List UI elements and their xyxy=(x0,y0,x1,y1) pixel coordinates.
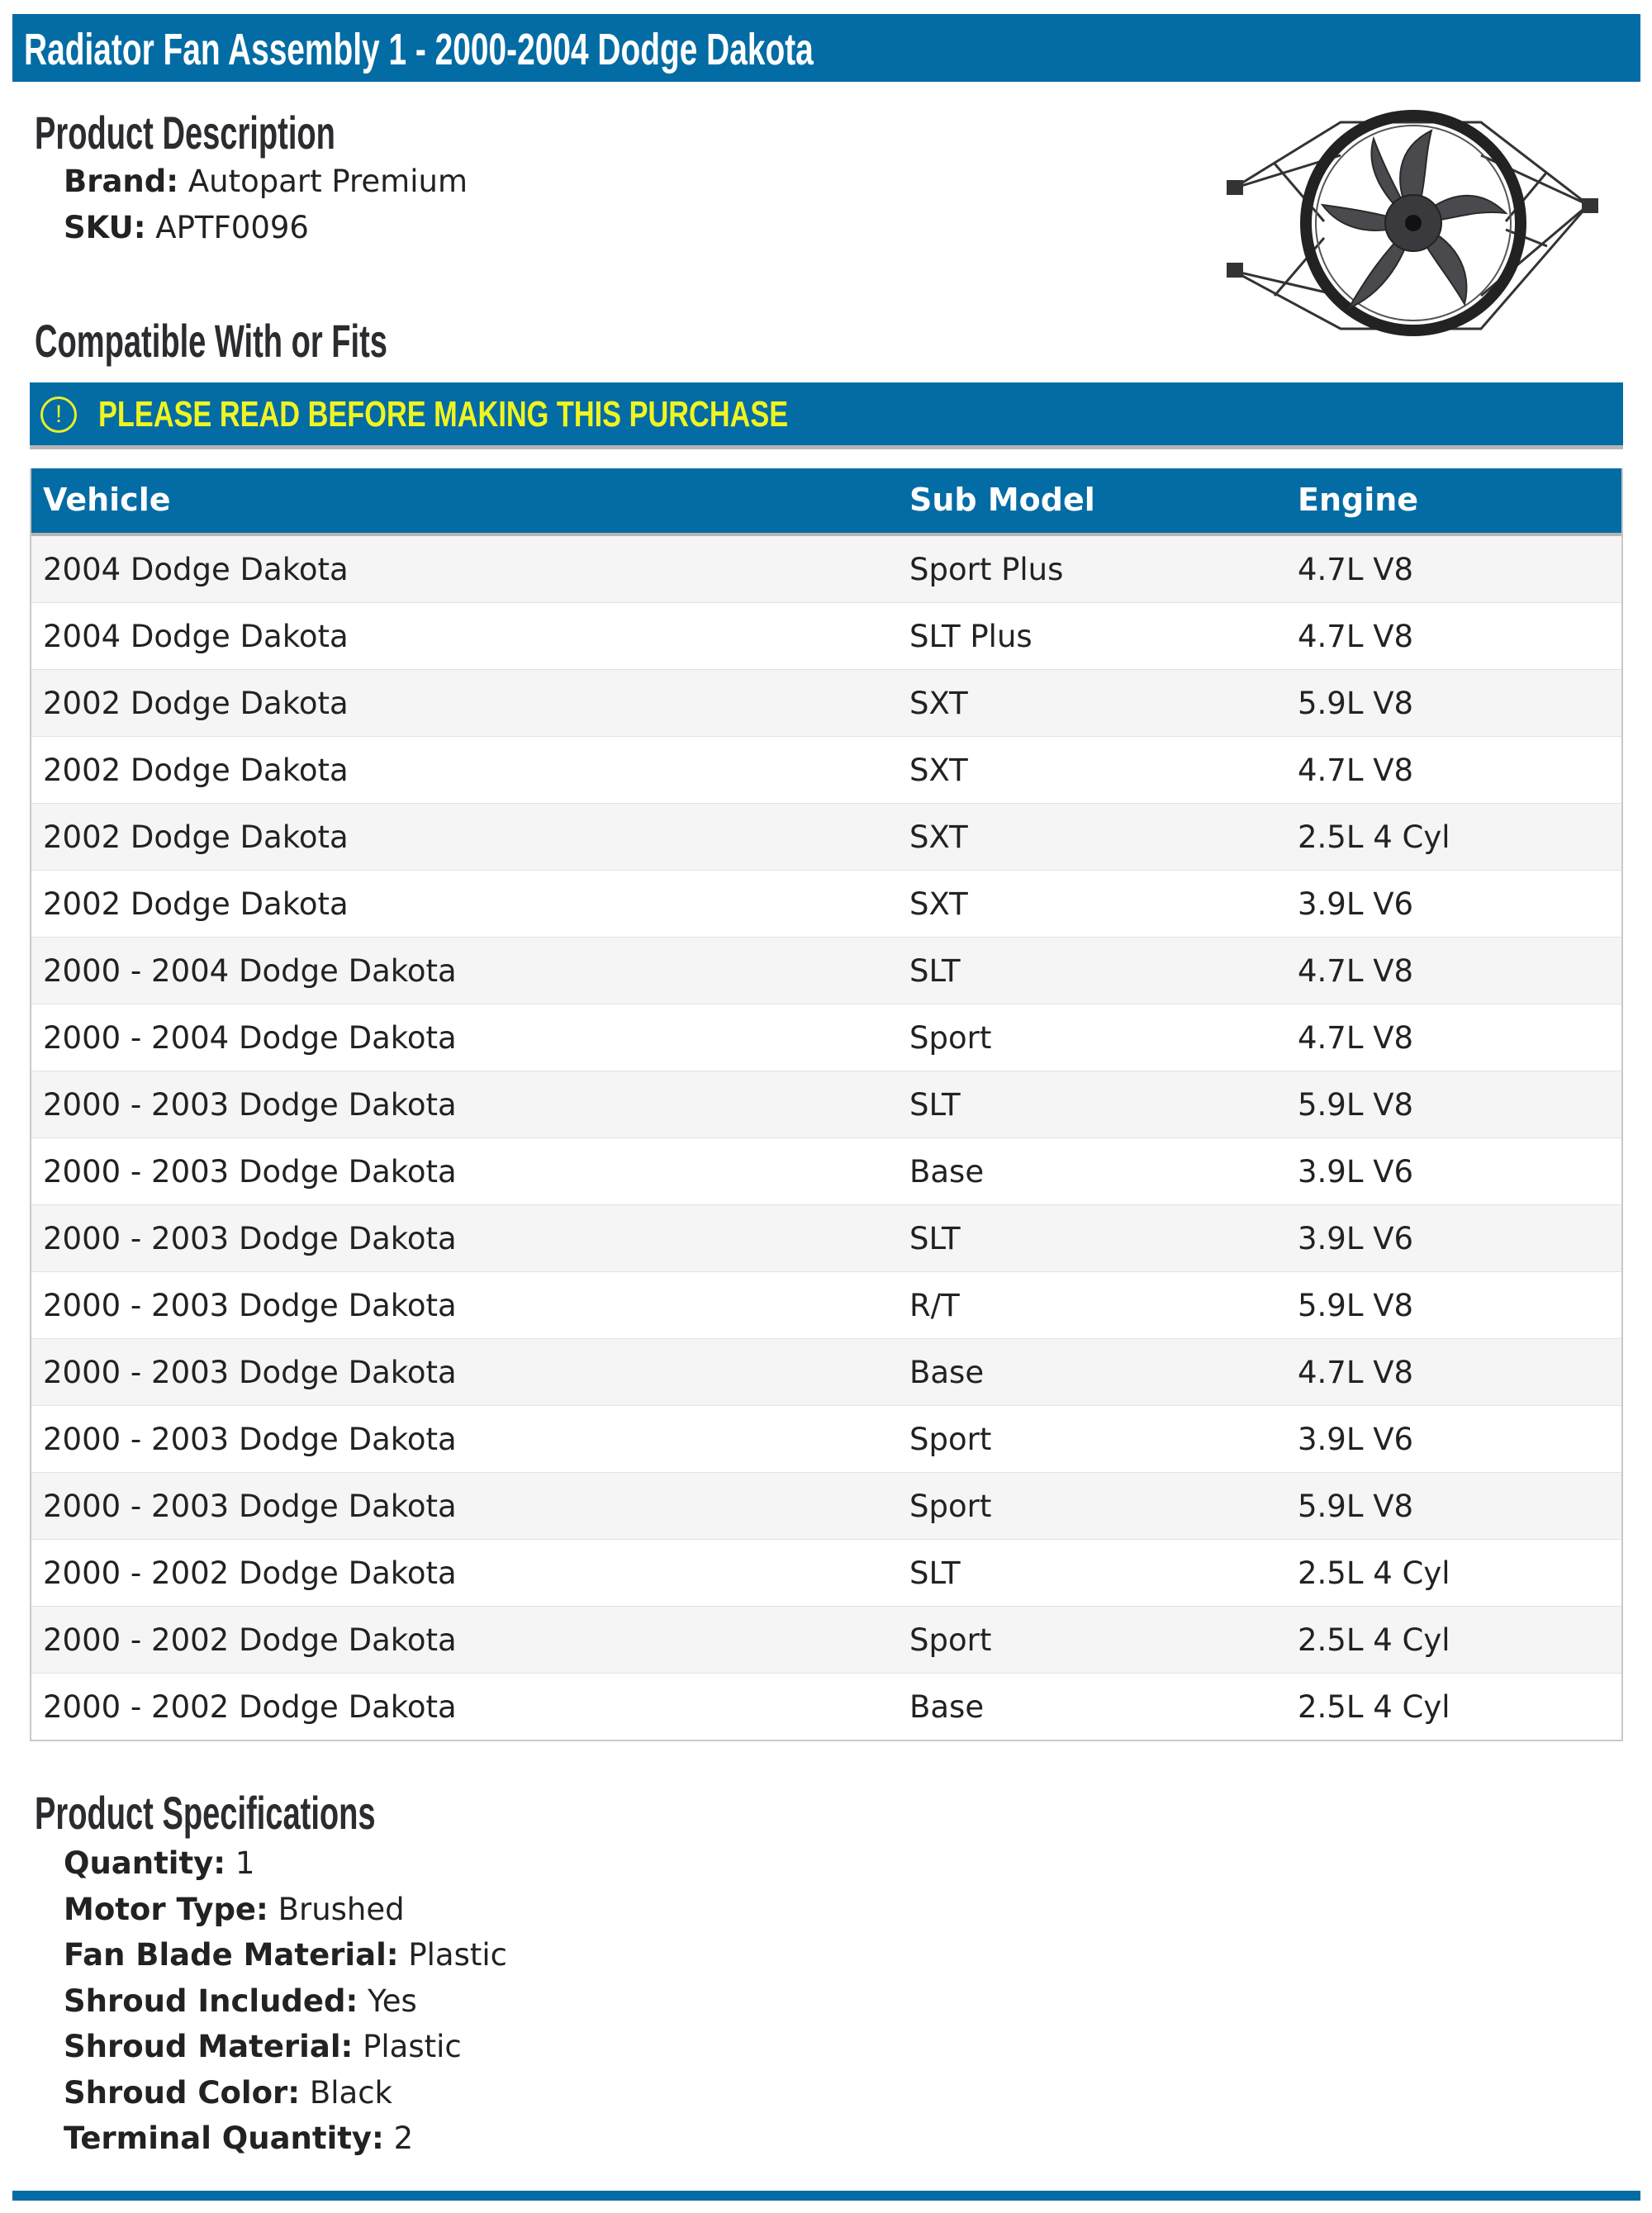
sku-line xyxy=(64,210,309,245)
cell-vehicle: 2000 - 2002 Dodge Dakota xyxy=(43,1622,457,1658)
cell-engine: 5.9L V8 xyxy=(1298,686,1414,721)
cell-vehicle: 2000 - 2003 Dodge Dakota xyxy=(43,1422,457,1457)
exclamation-circle-icon: ! xyxy=(40,397,77,433)
cell-sub-model: SXT xyxy=(909,686,968,721)
sku-label: SKU: xyxy=(64,210,146,245)
cell-vehicle: 2002 Dodge Dakota xyxy=(43,819,349,855)
table-row xyxy=(31,1004,1621,1071)
radiator-fan-product-image xyxy=(1225,106,1601,341)
table-row xyxy=(31,737,1621,804)
cell-sub-model: Sport xyxy=(909,1489,992,1524)
table-row xyxy=(31,603,1621,670)
cell-sub-model: SLT Plus xyxy=(909,619,1032,654)
cell-vehicle: 2000 - 2002 Dodge Dakota xyxy=(43,1555,457,1591)
table-row xyxy=(31,938,1621,1004)
table-row xyxy=(31,1205,1621,1272)
table-row xyxy=(31,1406,1621,1473)
spec-item xyxy=(64,1937,507,1973)
cell-sub-model: Sport xyxy=(909,1020,992,1056)
spec-item xyxy=(64,1845,254,1881)
cell-sub-model: R/T xyxy=(909,1288,960,1323)
table-row xyxy=(31,1674,1621,1740)
spec-item xyxy=(64,2029,462,2064)
cell-vehicle: 2000 - 2003 Dodge Dakota xyxy=(43,1154,457,1190)
brand-value: Autopart Premium xyxy=(188,164,468,199)
title-bar xyxy=(12,14,1640,82)
spec-label: Quantity: xyxy=(64,1845,226,1881)
spec-item xyxy=(64,1892,405,1927)
table-row xyxy=(31,1473,1621,1540)
cell-engine: 3.9L V6 xyxy=(1298,1221,1414,1256)
purchase-notice-banner[interactable] xyxy=(30,382,1623,449)
spec-item xyxy=(64,1983,417,2019)
spec-value: Yes xyxy=(368,1983,417,2019)
spec-value: Plastic xyxy=(408,1937,507,1973)
notice-text: PLEASE READ BEFORE MAKING THIS PURCHASE xyxy=(98,394,789,435)
cell-sub-model: SLT xyxy=(909,1555,961,1591)
table-body xyxy=(31,536,1621,1740)
table-row xyxy=(31,1071,1621,1138)
spec-label: Fan Blade Material: xyxy=(64,1937,399,1973)
spec-label: Shroud Included: xyxy=(64,1983,358,2019)
cell-vehicle: 2002 Dodge Dakota xyxy=(43,886,349,922)
table-row xyxy=(31,1138,1621,1205)
cell-vehicle: 2000 - 2004 Dodge Dakota xyxy=(43,1020,457,1056)
product-description-heading: Product Description xyxy=(35,107,335,159)
cell-sub-model: Base xyxy=(909,1154,985,1190)
cell-vehicle: 2004 Dodge Dakota xyxy=(43,619,349,654)
cell-vehicle: 2004 Dodge Dakota xyxy=(43,552,349,587)
cell-vehicle: 2000 - 2003 Dodge Dakota xyxy=(43,1288,457,1323)
page-title: Radiator Fan Assembly 1 - 2000-2004 Dodge Dakota xyxy=(24,25,814,74)
cell-vehicle: 2000 - 2003 Dodge Dakota xyxy=(43,1087,457,1123)
cell-engine: 5.9L V8 xyxy=(1298,1489,1414,1524)
header-sub-model: Sub Model xyxy=(909,482,1095,518)
cell-sub-model: Sport xyxy=(909,1622,992,1658)
cell-sub-model: SLT xyxy=(909,953,961,989)
cell-engine: 2.5L 4 Cyl xyxy=(1298,1622,1450,1658)
cell-sub-model: SXT xyxy=(909,819,968,855)
compatibility-table xyxy=(30,468,1623,1741)
cell-vehicle: 2000 - 2003 Dodge Dakota xyxy=(43,1221,457,1256)
cell-vehicle: 2000 - 2003 Dodge Dakota xyxy=(43,1489,457,1524)
cell-engine: 2.5L 4 Cyl xyxy=(1298,1555,1450,1591)
cell-sub-model: SLT xyxy=(909,1087,961,1123)
spec-value: Plastic xyxy=(363,2029,462,2064)
cell-engine: 3.9L V6 xyxy=(1298,1422,1414,1457)
cell-vehicle: 2002 Dodge Dakota xyxy=(43,686,349,721)
cell-engine: 4.7L V8 xyxy=(1298,552,1414,587)
brand-line xyxy=(64,164,468,199)
cell-sub-model: Sport xyxy=(909,1422,992,1457)
cell-sub-model: Sport Plus xyxy=(909,552,1064,587)
spec-label: Shroud Color: xyxy=(64,2074,301,2111)
spec-label: Shroud Material: xyxy=(64,2029,354,2064)
table-row xyxy=(31,1540,1621,1607)
spec-item xyxy=(64,2075,392,2111)
table-row xyxy=(31,536,1621,603)
cell-engine: 4.7L V8 xyxy=(1298,753,1414,788)
cell-engine: 2.5L 4 Cyl xyxy=(1298,1689,1450,1725)
compatible-heading: Compatible With or Fits xyxy=(35,315,387,367)
sku-value: APTF0096 xyxy=(155,210,309,245)
cell-engine: 4.7L V8 xyxy=(1298,953,1414,989)
cell-engine: 4.7L V8 xyxy=(1298,619,1414,654)
table-row xyxy=(31,670,1621,737)
cell-sub-model: Base xyxy=(909,1355,985,1390)
cell-engine: 3.9L V6 xyxy=(1298,886,1414,922)
table-row xyxy=(31,871,1621,938)
spec-label: Motor Type: xyxy=(64,1891,268,1927)
table-header xyxy=(31,468,1621,536)
cell-vehicle: 2000 - 2004 Dodge Dakota xyxy=(43,953,457,989)
brand-label: Brand: xyxy=(64,164,179,199)
table-row xyxy=(31,804,1621,871)
table-row xyxy=(31,1607,1621,1674)
cell-sub-model: SXT xyxy=(909,753,968,788)
cell-engine: 5.9L V8 xyxy=(1298,1288,1414,1323)
table-row xyxy=(31,1339,1621,1406)
spec-value: 1 xyxy=(235,1845,255,1881)
spec-item xyxy=(64,2120,413,2156)
cell-sub-model: Base xyxy=(909,1689,985,1725)
header-engine: Engine xyxy=(1298,482,1419,518)
cell-engine: 3.9L V6 xyxy=(1298,1154,1414,1190)
spec-value: Black xyxy=(309,2074,392,2111)
spec-label: Terminal Quantity: xyxy=(64,2120,384,2156)
cell-sub-model: SLT xyxy=(909,1221,961,1256)
cell-sub-model: SXT xyxy=(909,886,968,922)
cell-vehicle: 2000 - 2003 Dodge Dakota xyxy=(43,1355,457,1390)
spec-value: Brushed xyxy=(278,1891,405,1927)
cell-engine: 4.7L V8 xyxy=(1298,1020,1414,1056)
header-vehicle: Vehicle xyxy=(43,482,171,518)
table-row xyxy=(31,1272,1621,1339)
product-specifications-heading: Product Specifications xyxy=(35,1787,376,1839)
cell-engine: 5.9L V8 xyxy=(1298,1087,1414,1123)
spec-value: 2 xyxy=(393,2120,414,2156)
cell-engine: 2.5L 4 Cyl xyxy=(1298,819,1450,855)
cell-vehicle: 2002 Dodge Dakota xyxy=(43,753,349,788)
cell-engine: 4.7L V8 xyxy=(1298,1355,1414,1390)
bottom-divider xyxy=(12,2191,1640,2201)
cell-vehicle: 2000 - 2002 Dodge Dakota xyxy=(43,1689,457,1725)
